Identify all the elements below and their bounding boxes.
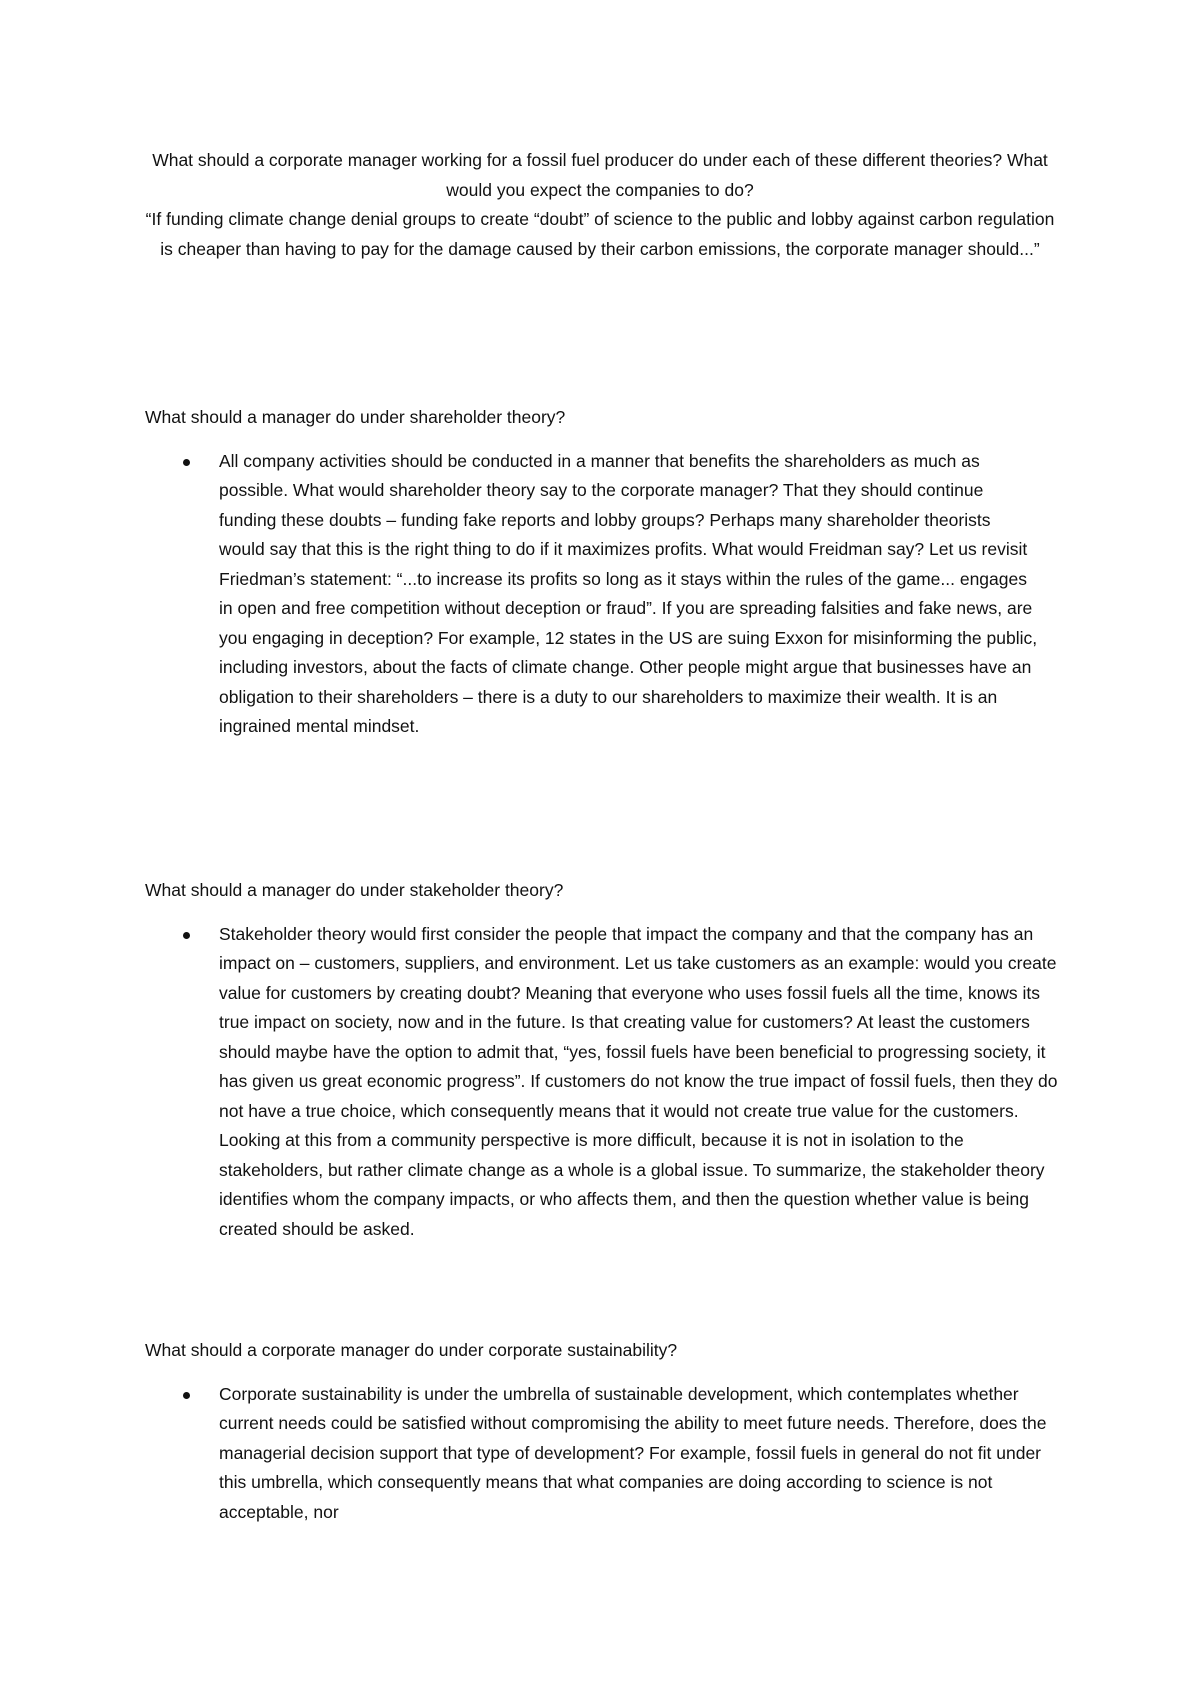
bullet-list [145, 447, 1065, 742]
bullet-list [145, 920, 1065, 1245]
bullet-icon [183, 932, 190, 939]
bullet-text: All company activities should be conducted in a manner that benefits the shareholders as much as possible. What would shareholder theory say to the corporate manager? That they should continue funding these doubts – funding fake reports and lobby groups? Perhaps many shareholder theorists would say that this is the right thing to do if it maximizes profits. What would Freidman say? Let us revisit Friedman’s statement: “...to increase its profits so long as it stays within the rules of the game... engages in open and free competition without deception or fraud”. If you are spreading falsities and fake news, are you engaging in deception? For example, 12 states in the US are suing Exxon for misinforming the public, including investors, about the facts of climate change. Other people might argue that businesses have an obligation to their shareholders – there is a duty to our shareholders to maximize their wealth. It is an ingrained mental mindset. [219, 450, 1038, 736]
intro-quote: “If funding climate change denial groups to create “doubt” of science to the public and lobby against carbon regulation is cheaper than having to pay for the damage caused by their carbon emissions, the corporate manager should...” [145, 209, 1055, 259]
bullet-text: Corporate sustainability is under the umbrella of sustainable development, which contemplates whether current needs could be satisfied without compromising the ability to meet future needs. Therefore, does the managerial decision support that type of development? For example, fossil fuels in general do not fit under this umbrella, which consequently means that what companies are doing according to science is not acceptable, nor [219, 1383, 1047, 1522]
section-heading: What should a manager do under shareholder theory? [145, 407, 566, 427]
list-item [145, 447, 1039, 742]
section-heading: What should a manager do under stakeholder theory? [145, 880, 564, 900]
section-stakeholder-theory [145, 876, 1065, 1244]
section-corporate-sustainability [145, 1336, 1065, 1527]
intro-block [140, 146, 1060, 264]
section-shareholder-theory [145, 403, 1065, 742]
bullet-text: Stakeholder theory would first consider the people that impact the company and that the company has an impact on – customers, suppliers, and environment. Let us take customers as an example: would you create value for customers by creating doubt? Meaning that everyone who uses fossil fuels all the time, knows its true impact on society, now and in the future. Is that creating value for customers? At least the customers should maybe have the option to admit that, “yes, fossil fuels have been beneficial to progressing society, it has given us great economic progress”. If customers do not know the true impact of fossil fuels, then they do not have a true choice, which consequently means that it would not create true value for the customers. Looking at this from a community perspective is more difficult, because it is not in isolation to the stakeholders, but rather climate change as a whole is a global issue. To summarize, the stakeholder theory identifies whom the company impacts, or who affects them, and then the question whether value is being created should be asked. [219, 923, 1058, 1239]
list-item [145, 920, 1064, 1245]
intro-question: What should a corporate manager working for a fossil fuel producer do under each of these different theories? What would you expect the companies to do? [152, 150, 1048, 200]
bullet-icon [183, 1392, 190, 1399]
section-heading: What should a corporate manager do under corporate sustainability? [145, 1340, 678, 1360]
bullet-icon [183, 459, 190, 466]
bullet-list [145, 1380, 1065, 1528]
list-item [145, 1380, 1064, 1528]
